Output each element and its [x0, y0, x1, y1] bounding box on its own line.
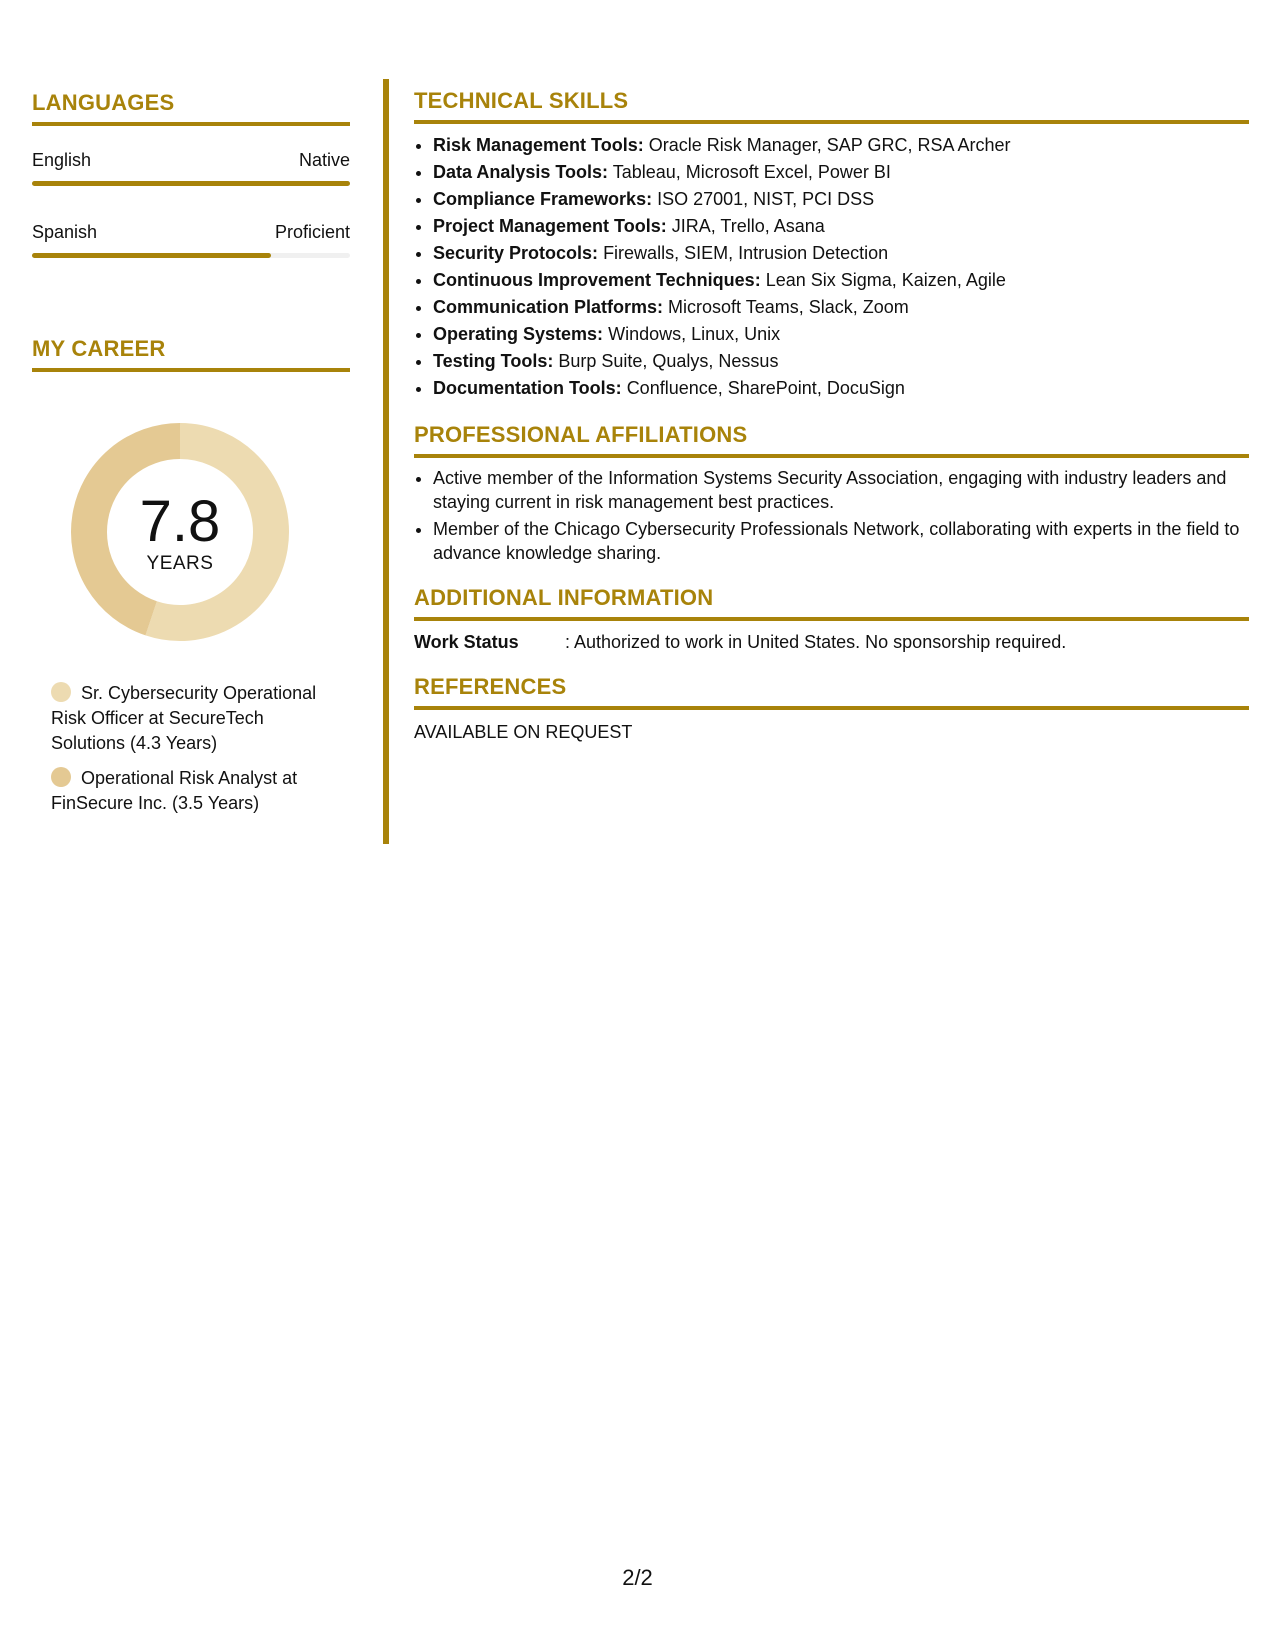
language-bar-fill — [32, 181, 350, 186]
references-heading: REFERENCES — [414, 672, 1249, 710]
skill-item — [433, 321, 1249, 348]
career-item — [51, 766, 341, 816]
skill-item — [433, 267, 1249, 294]
career-item-text: Operational Risk Analyst at FinSecure Inc. (3.5 Years) — [51, 768, 298, 813]
skill-value: Confluence, SharePoint, DocuSign — [626, 378, 905, 398]
skill-item — [433, 348, 1249, 375]
skill-label: Project Management Tools: — [433, 216, 667, 236]
skill-item — [433, 186, 1249, 213]
language-name: Spanish — [32, 222, 98, 242]
column-divider — [383, 79, 389, 844]
language-bar-track — [32, 181, 350, 186]
left-column — [32, 88, 350, 826]
work-status-value: : Authorized to work in United States. No sponsorship required. — [565, 632, 1067, 652]
skill-value: Oracle Risk Manager, SAP GRC, RSA Archer — [648, 135, 1011, 155]
right-column — [414, 86, 1249, 744]
language-english — [32, 148, 350, 186]
skill-value: Microsoft Teams, Slack, Zoom — [668, 297, 909, 317]
language-spanish — [32, 220, 350, 258]
skill-item — [433, 132, 1249, 159]
skill-item — [433, 294, 1249, 321]
skill-item — [433, 213, 1249, 240]
references-text: AVAILABLE ON REQUEST — [414, 722, 633, 742]
career-item — [51, 681, 341, 756]
skill-label: Continuous Improvement Techniques: — [433, 270, 761, 290]
additional-info-heading: ADDITIONAL INFORMATION — [414, 583, 1249, 621]
skill-item — [433, 159, 1249, 186]
technical-skills-heading: TECHNICAL SKILLS — [414, 86, 1249, 124]
career-donut-chart — [65, 417, 295, 647]
affiliation-item: • Member of the Chicago Cybersecurity Professionals Network, collaborating with experts in the field to advance knowledge sharing. — [433, 517, 1249, 565]
total-years-label: YEARS — [146, 553, 214, 574]
skill-value: ISO 27001, NIST, PCI DSS — [657, 189, 875, 209]
skill-value: Tableau, Microsoft Excel, Power BI — [612, 162, 891, 182]
languages-heading: LANGUAGES — [32, 88, 350, 126]
legend-dot — [51, 682, 71, 702]
skill-label: Compliance Frameworks: — [433, 189, 653, 209]
career-legend — [51, 681, 341, 816]
page-number: 2/2 — [622, 1565, 653, 1590]
skill-label: Testing Tools: — [433, 351, 554, 371]
skill-item — [433, 375, 1249, 402]
skill-value: Windows, Linux, Unix — [608, 324, 781, 344]
work-status-label: Work Status — [414, 632, 519, 652]
skill-label: Security Protocols: — [433, 243, 599, 263]
affiliations-heading: PROFESSIONAL AFFILIATIONS — [414, 420, 1249, 458]
work-status-row — [414, 630, 1249, 654]
skill-value: JIRA, Trello, Asana — [671, 216, 825, 236]
skill-label: Data Analysis Tools: — [433, 162, 609, 182]
legend-dot — [51, 767, 71, 787]
skill-label: Operating Systems: — [433, 324, 604, 344]
skill-value: Firewalls, SIEM, Intrusion Detection — [603, 243, 889, 263]
skill-label: Documentation Tools: — [433, 378, 622, 398]
language-name: English — [32, 150, 92, 170]
skills-list — [414, 132, 1249, 402]
total-years-value: 7.8 — [139, 489, 221, 554]
affiliation-item: • Active member of the Information Systems Security Association, engaging with industry leaders and staying current in risk management best practices. — [433, 466, 1249, 514]
career-heading: MY CAREER — [32, 334, 350, 372]
skill-label: Risk Management Tools: — [433, 135, 644, 155]
language-level: Proficient — [274, 222, 350, 242]
skill-label: Communication Platforms: — [433, 297, 664, 317]
affiliations-list — [414, 466, 1249, 565]
skill-item — [433, 240, 1249, 267]
language-level: Native — [298, 150, 350, 170]
career-item-text: Sr. Cybersecurity Operational Risk Officer at SecureTech Solutions (4.3 Years) — [51, 683, 317, 753]
language-bar-track — [32, 253, 350, 258]
language-bar-fill — [32, 253, 271, 258]
skill-value: Lean Six Sigma, Kaizen, Agile — [765, 270, 1006, 290]
skill-value: Burp Suite, Qualys, Nessus — [558, 351, 779, 371]
